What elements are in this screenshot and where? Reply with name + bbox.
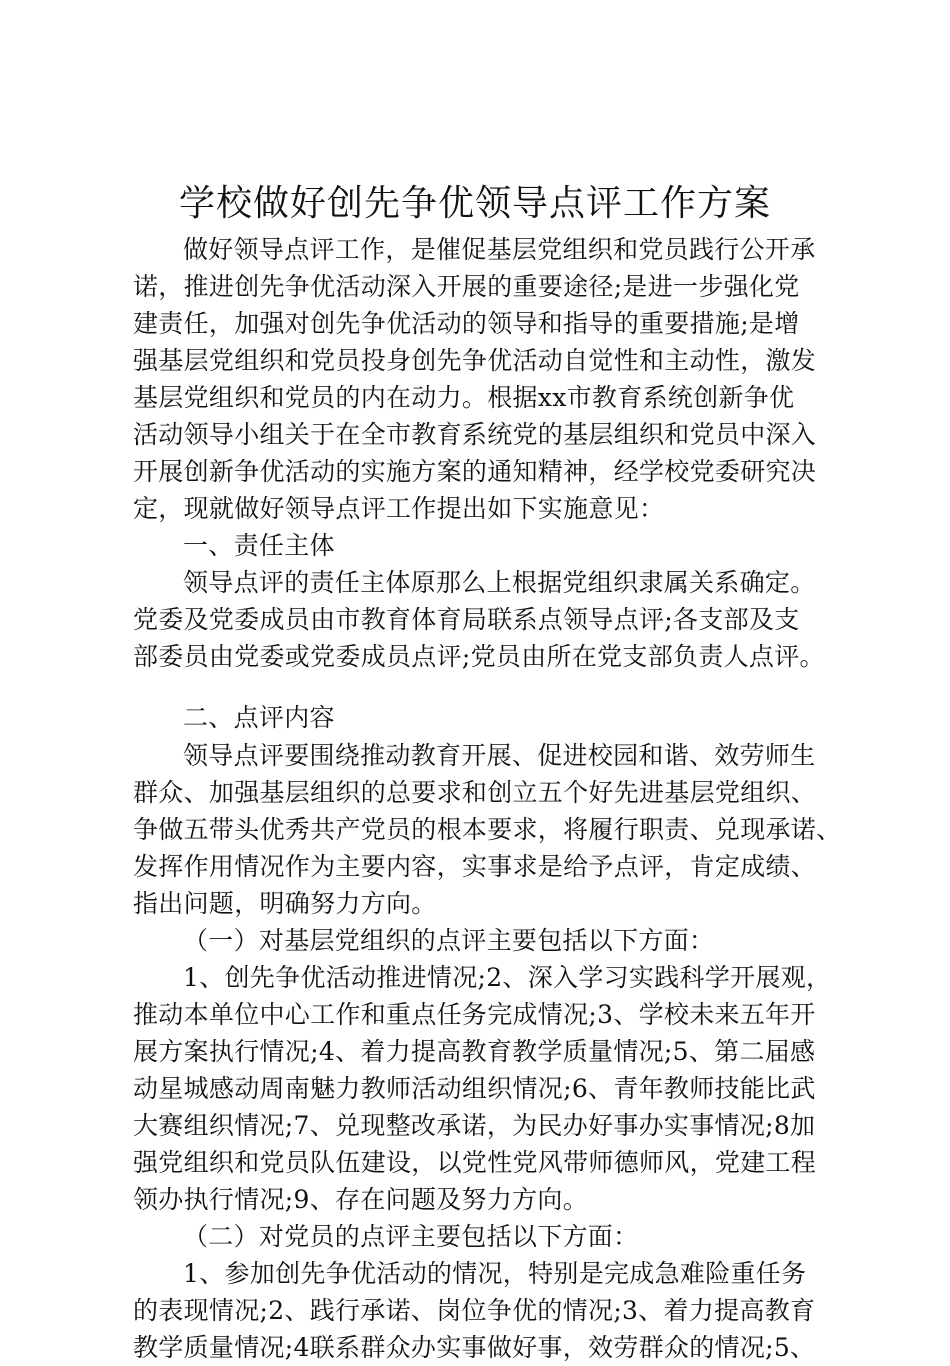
subsection-heading: （一）对基层党组织的点评主要包括以下方面： xyxy=(183,926,715,955)
body-line: 强党组织和党员队伍建设，以党性党风带师德师风，党建工程 xyxy=(133,1148,817,1177)
body-line: 争做五带头优秀共产党员的根本要求，将履行职责、兑现承诺、 xyxy=(133,815,842,844)
body-line: 指出问题，明确努力方向。 xyxy=(133,889,437,918)
body-line: 基层党组织和党员的内在动力。根据xx市教育系统创新争优 xyxy=(133,383,795,412)
body-line: 强基层党组织和党员投身创先争优活动自觉性和主动性，激发 xyxy=(133,346,817,375)
body-line: 大赛组织情况;7、兑现整改承诺，为民办好事办实事情况;8加 xyxy=(133,1111,816,1140)
body-line: 定，现就做好领导点评工作提出如下实施意见： xyxy=(133,494,665,523)
body-line: 发挥作用情况作为主要内容，实事求是给予点评，肯定成绩、 xyxy=(133,852,817,881)
body-line: 展方案执行情况;4、着力提高教育教学质量情况;5、第二届感 xyxy=(133,1037,816,1066)
body-line: 1、创先争优活动推进情况;2、深入学习实践科学开展观， xyxy=(183,963,832,992)
body-line: 党委及党委成员由市教育体育局联系点领导点评;各支部及支 xyxy=(133,605,800,634)
body-line: 领导点评要围绕推动教育开展、促进校园和谐、效劳师生 xyxy=(183,741,816,770)
body-line: 1、参加创先争优活动的情况，特别是完成急难险重任务 xyxy=(183,1259,807,1288)
subsection-heading: （二）对党员的点评主要包括以下方面： xyxy=(183,1222,639,1251)
body-line: 建责任，加强对创先争优活动的领导和指导的重要措施;是增 xyxy=(133,309,800,338)
body-line: 动星城感动周南魅力教师活动组织情况;6、青年教师技能比武 xyxy=(133,1074,816,1103)
document-title: 学校做好创先争优领导点评工作方案 xyxy=(178,183,771,224)
body-line: 做好领导点评工作，是催促基层党组织和党员践行公开承 xyxy=(183,235,816,264)
body-line: 活动领导小组关于在全市教育系统党的基层组织和党员中深入 xyxy=(133,420,817,449)
body-line: 诺，推进创先争优活动深入开展的重要途径;是进一步强化党 xyxy=(133,272,800,301)
body-line: 领办执行情况;9、存在问题及努力方向。 xyxy=(133,1185,589,1214)
body-line: 开展创新争优活动的实施方案的通知精神，经学校党委研究决 xyxy=(133,457,817,486)
body-line: 群众、加强基层组织的总要求和创立五个好先进基层党组织、 xyxy=(133,778,817,807)
body-line: 推动本单位中心工作和重点任务完成情况;3、学校未来五年开 xyxy=(133,1000,816,1029)
body-line: 部委员由党委或党委成员点评;党员由所在党支部负责人点评。 xyxy=(133,642,825,671)
body-line: 教学质量情况;4联系群众办实事做好事，效劳群众的情况;5、 xyxy=(133,1333,816,1362)
section-heading: 一、责任主体 xyxy=(183,531,335,560)
body-line: 的表现情况;2、践行承诺、岗位争优的情况;3、着力提高教育 xyxy=(133,1296,816,1325)
section-heading: 二、点评内容 xyxy=(183,703,335,732)
body-line: 领导点评的责任主体原那么上根据党组织隶属关系确定。 xyxy=(183,568,816,597)
